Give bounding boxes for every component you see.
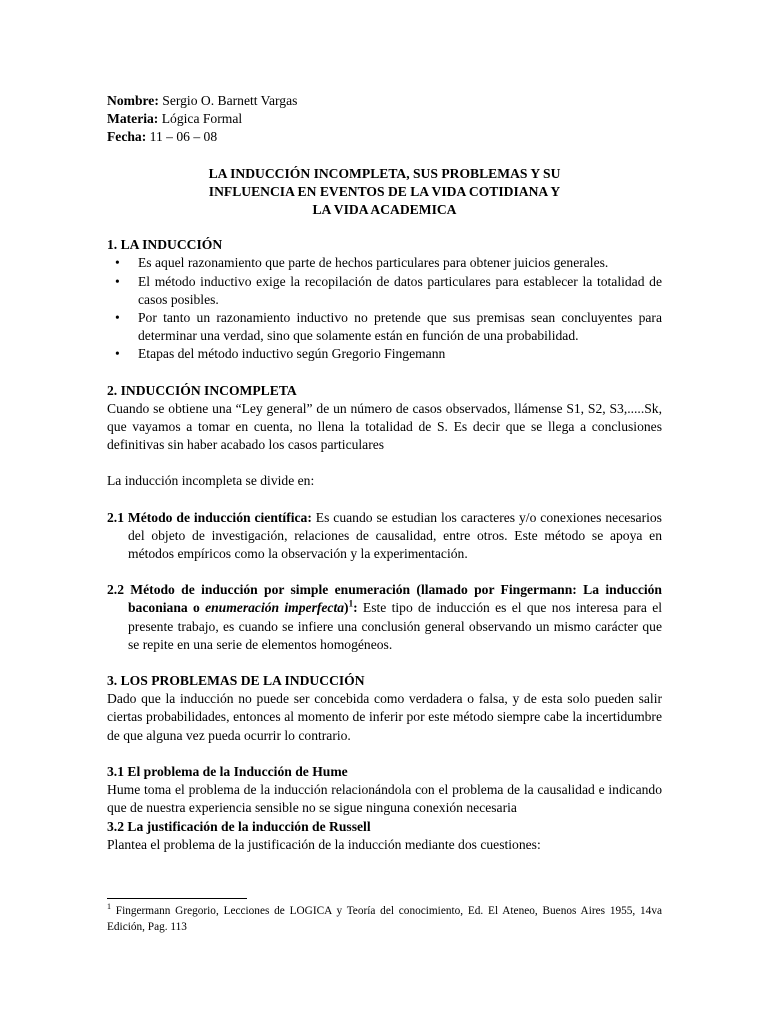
nombre-value: Sergio O. Barnett Vargas	[162, 93, 298, 108]
title-line-1: LA INDUCCIÓN INCOMPLETA, SUS PROBLEMAS Y SU	[208, 165, 561, 181]
fecha-label: Fecha:	[107, 129, 147, 145]
subsection-3-1-heading: 3.1 El problema de la Inducción de Hume	[107, 763, 348, 779]
section-2-paragraph: Cuando se obtiene una “Ley general” de un número de casos observados, llámense S1, S2, S3,.....Sk, que vayamos a tomar en cuenta, no llena la totalidad de S. Es decir que se llega a conclusiones definitivas sin haber acabado los casos particulares	[107, 400, 662, 453]
footnote	[107, 903, 662, 935]
footnote-text: Fingermann Gregorio, Lecciones de LOGICA y Teoría del conocimiento, Ed. El Ateneo, Buenos Aires 1955, 14va Edición, Pag. 113	[107, 905, 662, 933]
section-2-heading: 2. INDUCCIÓN INCOMPLETA	[107, 382, 297, 398]
list-item	[107, 309, 662, 345]
subsection-3-2-text: Plantea el problema de la justificación de la inducción mediante dos cuestiones:	[107, 836, 541, 852]
document-title	[107, 165, 662, 220]
subsection-2-1-text: Es cuando se estudian los caracteres y/o conexiones necesarios del objeto de investigación, relaciones de causalidad, entre otros. Este método se apoya en métodos empíricos como la observación y la experimentación.	[128, 509, 662, 562]
subsection-2-2-heading: 2.2 Método de inducción por simple enumeración (llamado por Fingermann: La inducción baconiana o	[107, 582, 662, 616]
section-1-heading: 1. LA INDUCCIÓN	[107, 237, 223, 253]
subsection-2-1-heading: 2.1 Método de inducción científica:	[107, 509, 312, 525]
section-2-intro: La inducción incompleta se divide en:	[107, 473, 315, 489]
footnote-ref[interactable]: 1	[348, 598, 354, 609]
subsection-2-2	[107, 581, 662, 654]
header-block	[107, 92, 662, 147]
subsection-2-2-colon: :	[353, 600, 358, 616]
bullet-text: Por tanto un razonamiento inductivo no pretende que sus premisas sean concluyentes para determinar una verdad, sino que solamente están en función de una probabilidad.	[138, 310, 662, 344]
document-page	[107, 92, 662, 854]
section-3-paragraph: Dado que la inducción no puede ser concebida como verdadera o falsa, y de esta solo pueden salir ciertas probabilidades, entonces al momento de inferir por este método siempre cabe la incertidumbre de que alguna vez pueda ocurrir lo contrario.	[107, 691, 662, 743]
subsection-2-1	[107, 509, 662, 564]
subsection-3-2-heading: 3.2 La justificación de la inducción de Russell	[107, 818, 371, 834]
footnote-marker: 1	[107, 902, 111, 912]
bullet-icon: •	[115, 310, 120, 326]
subsection-2-2-text: Este tipo de inducción es el que nos interesa para el presente trabajo, es cuando se infiere una conclusión general observando un mismo carácter que se repite en una serie de elementos homogéneos.	[128, 600, 663, 652]
fecha-value: 11 – 06 – 08	[149, 129, 218, 145]
footnote-separator	[107, 898, 247, 899]
bullet-icon: •	[115, 255, 120, 271]
bullet-text: Etapas del método inductivo según Gregorio Fingemann	[138, 346, 446, 362]
bullet-icon: •	[115, 346, 120, 362]
section-3-heading: 3. LOS PROBLEMAS DE LA INDUCCIÓN	[107, 673, 365, 689]
list-item	[107, 345, 662, 363]
materia-value: Lógica Formal	[161, 111, 243, 127]
list-item	[107, 273, 662, 309]
materia-line	[107, 110, 662, 128]
nombre-line	[107, 92, 662, 110]
title-line-2: INFLUENCIA EN EVENTOS DE LA VIDA COTIDIANA Y	[208, 183, 561, 199]
nombre-label: Nombre:	[107, 93, 159, 108]
materia-label: Materia:	[107, 111, 159, 127]
section-1	[107, 236, 662, 363]
bullet-icon: •	[115, 273, 120, 289]
list-item	[107, 254, 662, 272]
bullet-text: Es aquel razonamiento que parte de hechos particulares para obtener juicios generales.	[138, 255, 609, 271]
subsection-2-2-italic: enumeración imperfecta	[205, 600, 345, 616]
subsection-2-2-paren: )	[344, 600, 349, 616]
section-3	[107, 672, 662, 854]
title-line-3: LA VIDA ACADEMICA	[312, 202, 457, 218]
subsection-3-1-text: Hume toma el problema de la inducción relacionándola con el problema de la causalidad e indicando que de nuestra experiencia sensible no se sigue ninguna conexión necesaria	[107, 782, 662, 816]
section-2	[107, 382, 662, 654]
section-1-bullets	[107, 254, 662, 363]
fecha-line	[107, 128, 662, 146]
bullet-text: El método inductivo exige la recopilación de datos particulares para establecer la totalidad de casos posibles.	[138, 273, 662, 307]
